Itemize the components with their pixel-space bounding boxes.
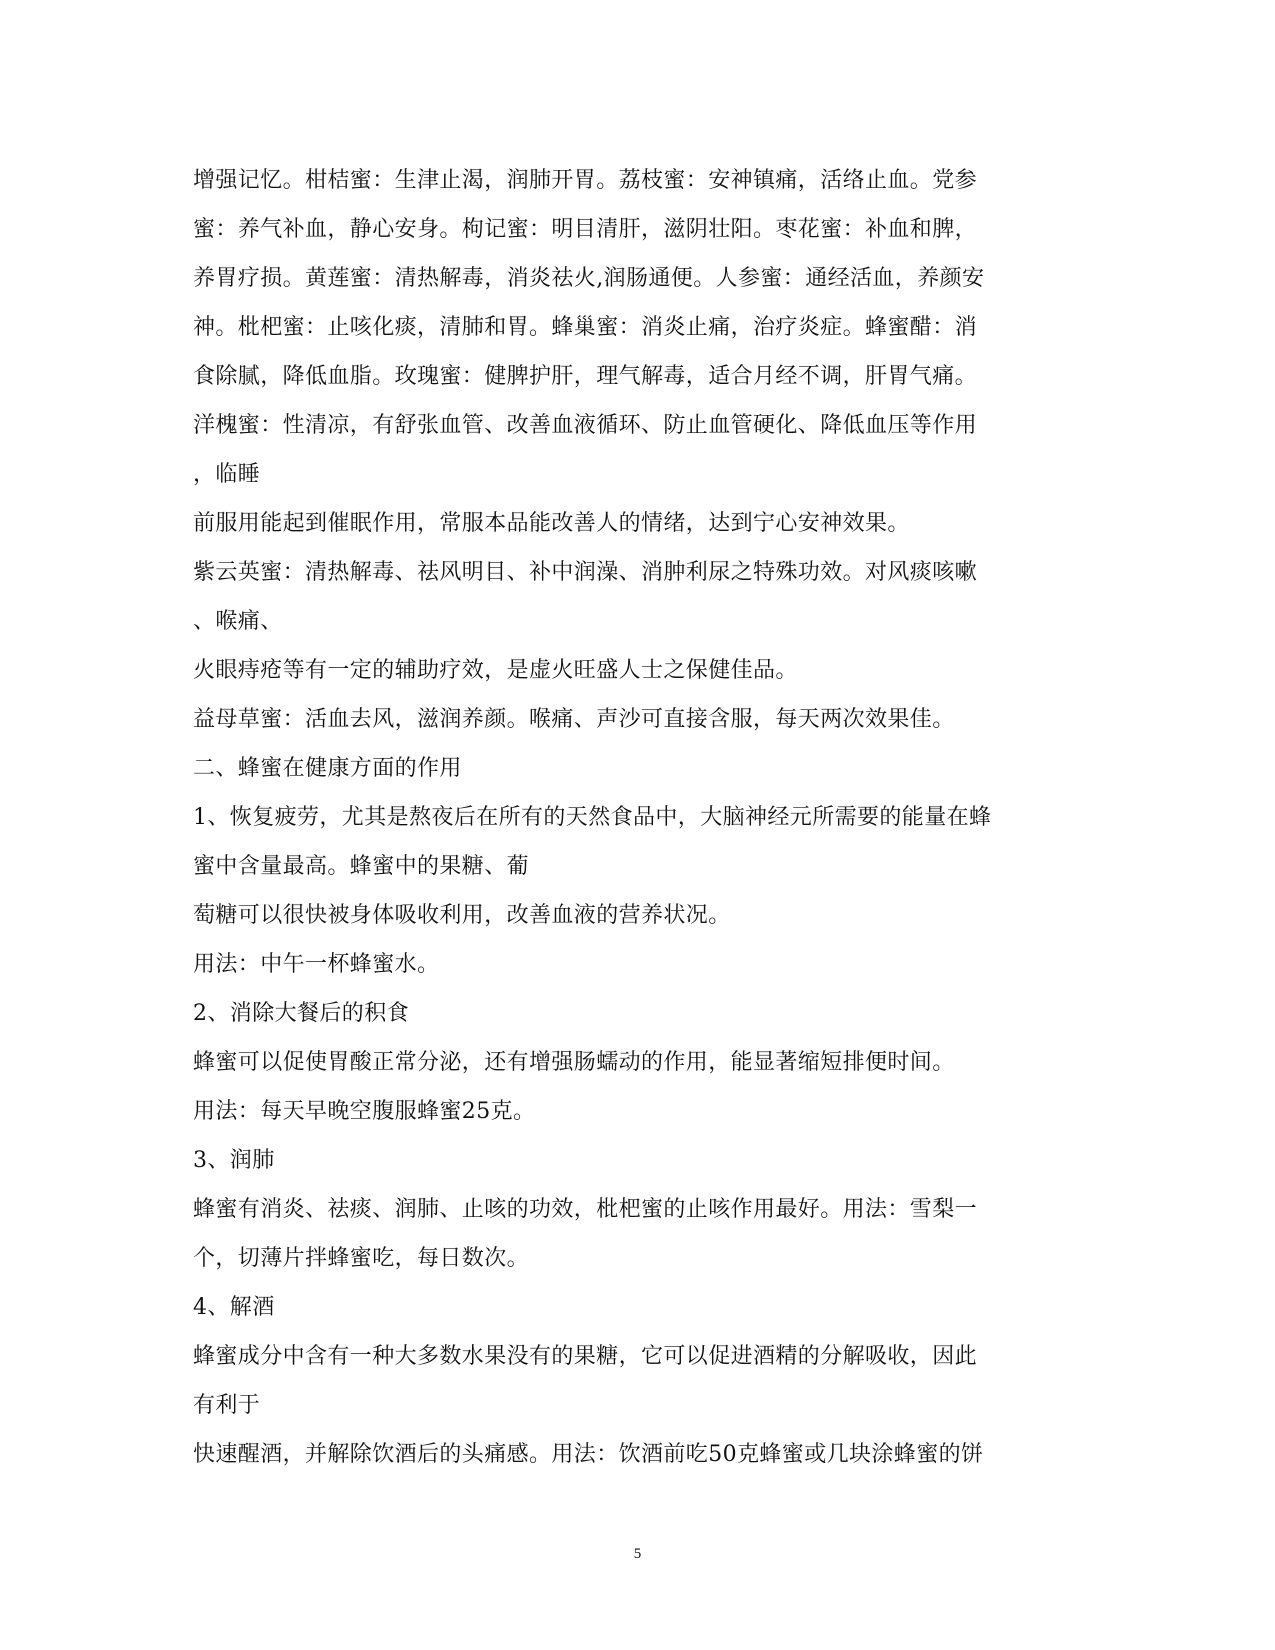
text-line: 蜜：养气补血，静心安身。枸记蜜：明目清肝，滋阴壮阳。枣花蜜：补血和脾，: [193, 217, 978, 242]
text-line: 蜂蜜有消炎、祛痰、润肺、止咳的功效，枇杷蜜的止咳作用最好。用法：雪梨一: [193, 1197, 978, 1222]
text-line: 火眼痔疮等有一定的辅助疗效，是虚火旺盛人士之保健佳品。: [193, 658, 798, 683]
text-line: 1、恢复疲劳，尤其是熬夜后在所有的天然食品中，大脑神经元所需要的能量在蜂: [193, 805, 992, 830]
text-line: ，临睡: [193, 462, 261, 487]
text-line: 蜂蜜可以促使胃酸正常分泌，还有增强肠蠕动的作用，能显著缩短排便时间。: [193, 1050, 955, 1075]
text-line: 个，切薄片拌蜂蜜吃，每日数次。: [193, 1246, 530, 1271]
text-line: 、喉痛、: [193, 609, 283, 634]
subsection-heading: 3、润肺: [193, 1148, 275, 1173]
text-line: 用法：每天早晚空腹服蜂蜜25克。: [193, 1099, 536, 1124]
text-line: 萄糖可以很快被身体吸收利用，改善血液的营养状况。: [193, 903, 731, 928]
page-number: 5: [633, 1546, 642, 1562]
text-line: 蜂蜜成分中含有一种大多数水果没有的果糖，它可以促进酒精的分解吸收，因此: [193, 1344, 978, 1369]
text-line: 益母草蜜：活血去风，滋润养颜。喉痛、声沙可直接含服，每天两次效果佳。: [193, 707, 955, 732]
section-heading: 二、蜂蜜在健康方面的作用: [193, 756, 462, 781]
text-line: 增强记忆。柑桔蜜：生津止渴，润肺开胃。荔枝蜜：安神镇痛，活络止血。党参: [193, 168, 978, 193]
subsection-heading: 2、消除大餐后的积食: [193, 1001, 409, 1026]
text-line: 用法：中午一杯蜂蜜水。: [193, 952, 440, 977]
text-line: 快速醒酒，并解除饮酒后的头痛感。用法：饮酒前吃50克蜂蜜或几块涂蜂蜜的饼: [193, 1442, 984, 1467]
text-line: 神。枇杷蜜：止咳化痰，清肺和胃。蜂巢蜜：消炎止痛，治疗炎症。蜂蜜醋：消: [193, 315, 978, 340]
text-line: 紫云英蜜：清热解毒、祛风明目、补中润澡、消肿利尿之特殊功效。对风痰咳嗽: [193, 560, 978, 585]
text-line: 前服用能起到催眠作用，常服本品能改善人的情绪，达到宁心安神效果。: [193, 511, 910, 536]
body-text: [193, 156, 1093, 1479]
text-line: 有利于: [193, 1393, 261, 1418]
subsection-heading: 4、解酒: [193, 1295, 275, 1320]
text-line: 食除腻，降低血脂。玫瑰蜜：健脾护肝，理气解毒，适合月经不调，肝胃气痛。: [193, 364, 978, 389]
text-line: 洋槐蜜：性清凉，有舒张血管、改善血液循环、防止血管硬化、降低血压等作用: [193, 413, 978, 438]
text-line: 蜜中含量最高。蜂蜜中的果糖、葡: [193, 854, 530, 879]
text-line: 养胃疗损。黄莲蜜：清热解毒，消炎祛火,润肠通便。人参蜜：通经活血，养颜安: [193, 266, 985, 291]
